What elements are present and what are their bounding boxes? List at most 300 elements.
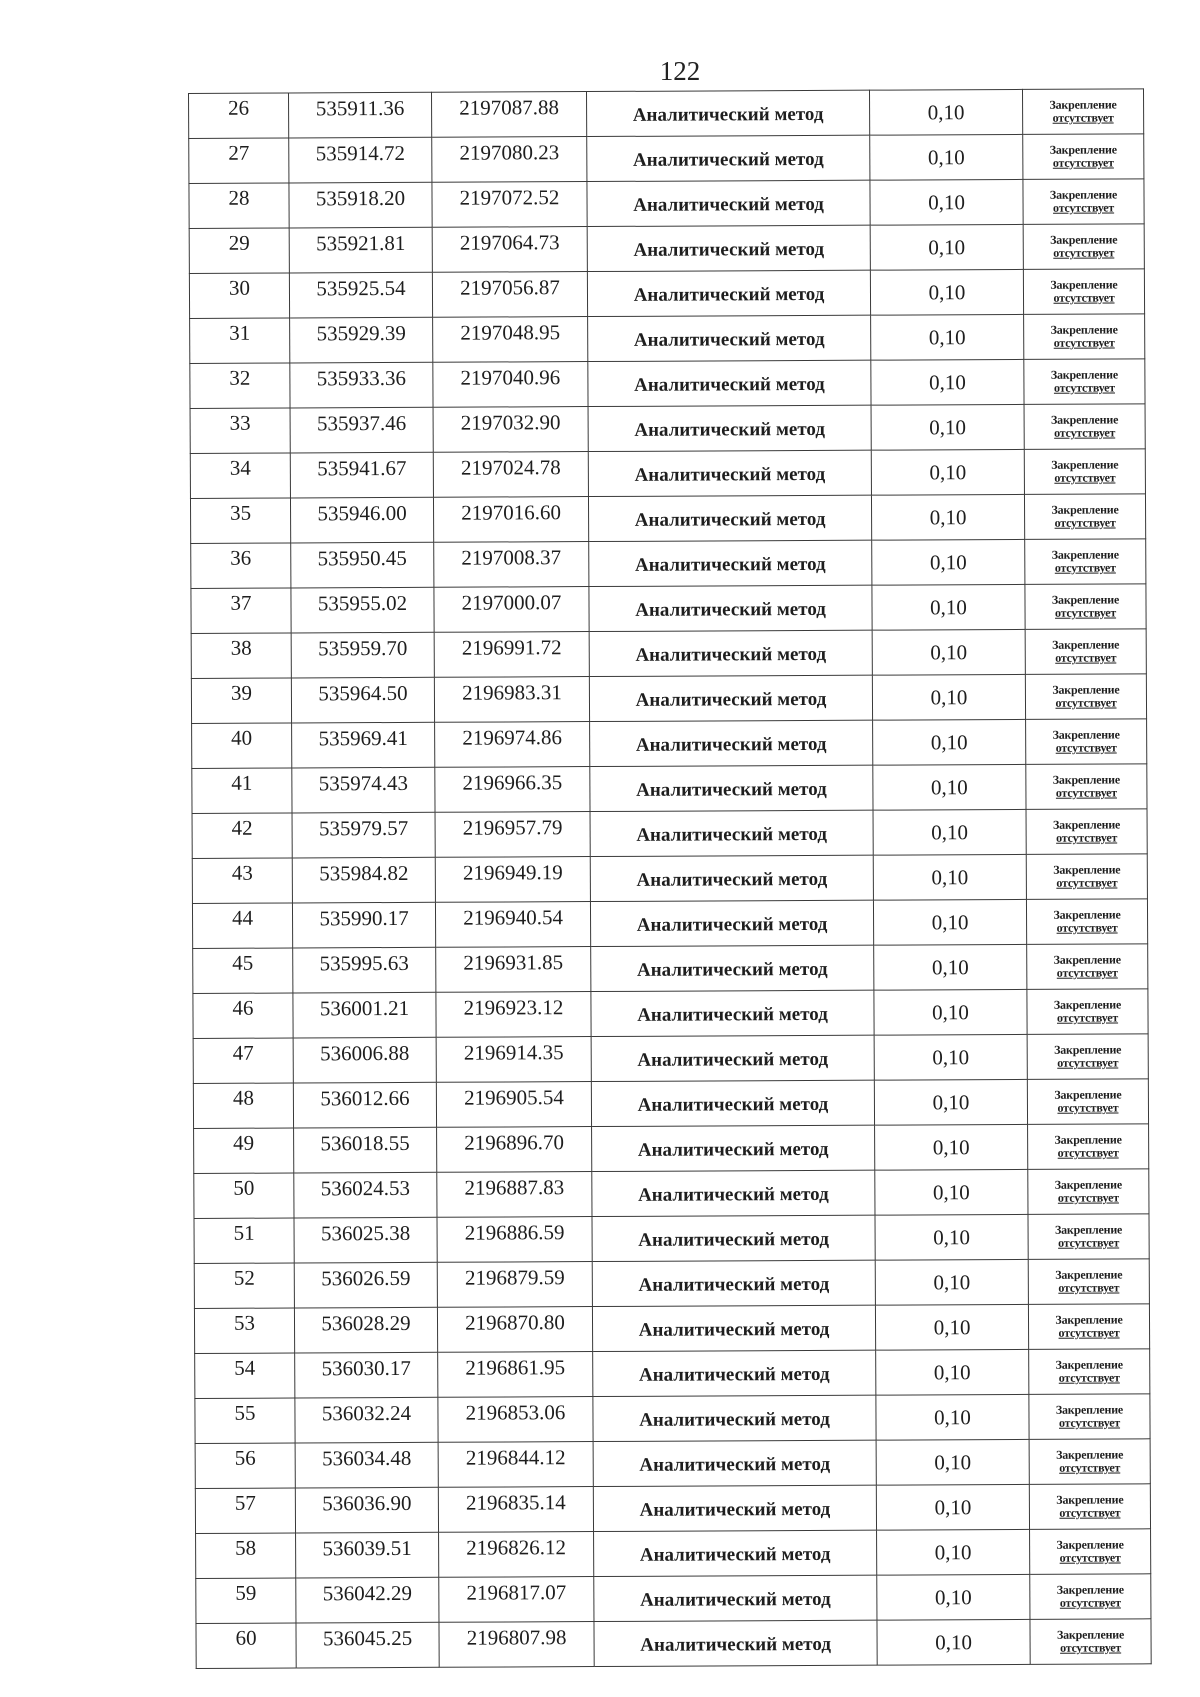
- accuracy-cell: 0,10: [873, 899, 1026, 945]
- accuracy-cell: 0,10: [875, 1259, 1028, 1305]
- table-row: [195, 1349, 1150, 1399]
- fixing-status-cell: [1026, 854, 1147, 900]
- accuracy-cell: 0,10: [871, 449, 1024, 495]
- fixing-status-line-1: Закрепление: [1053, 862, 1121, 877]
- point-number-cell: 39: [191, 678, 291, 723]
- table-row: [190, 314, 1145, 364]
- point-number-cell: 53: [194, 1308, 294, 1353]
- accuracy-cell: 0,10: [872, 584, 1025, 630]
- table-row: [191, 584, 1146, 634]
- accuracy-cell: 0,10: [872, 674, 1025, 720]
- y-coordinate-cell: 2196844.12: [438, 1442, 593, 1488]
- accuracy-cell: 0,10: [873, 854, 1026, 900]
- y-coordinate-cell: 2197048.95: [433, 317, 588, 363]
- fixing-status-line-1: Закрепление: [1052, 772, 1120, 787]
- y-coordinate-cell: 2197000.07: [434, 587, 589, 633]
- accuracy-cell: 0,10: [870, 224, 1023, 270]
- y-coordinate-cell: 2196870.80: [437, 1307, 592, 1353]
- fixing-status-line-2: отсутствует: [1057, 1190, 1119, 1205]
- fixing-status-line-2: отсутствует: [1059, 1505, 1121, 1520]
- coordinates-table-body: [189, 89, 1152, 1669]
- fixing-status-cell: [1028, 1259, 1149, 1305]
- method-cell: Аналитический метод: [588, 405, 871, 451]
- fixing-status-line-2: отсутствует: [1055, 695, 1117, 710]
- accuracy-cell: 0,10: [876, 1439, 1029, 1485]
- y-coordinate-cell: 2196940.54: [435, 902, 590, 948]
- x-coordinate-cell: 536001.21: [293, 992, 436, 1038]
- method-cell: Аналитический метод: [590, 855, 873, 901]
- fixing-status-cell: [1026, 899, 1147, 945]
- fixing-status-cell: [1028, 1124, 1149, 1170]
- point-number-cell: 27: [189, 138, 289, 183]
- method-cell: Аналитический метод: [591, 1035, 874, 1081]
- table-row: [195, 1394, 1150, 1444]
- x-coordinate-cell: 536012.66: [293, 1082, 436, 1128]
- x-coordinate-cell: 536042.29: [296, 1577, 439, 1623]
- fixing-status-cell: [1024, 359, 1145, 405]
- method-cell: Аналитический метод: [586, 90, 869, 136]
- fixing-status-line-1: Закрепление: [1055, 1357, 1123, 1372]
- table-row: [192, 764, 1147, 814]
- fixing-status-line-2: отсутствует: [1057, 1145, 1119, 1160]
- point-number-cell: 33: [190, 408, 290, 453]
- method-cell: Аналитический метод: [594, 1620, 877, 1666]
- fixing-status-line-2: отсутствует: [1053, 245, 1115, 260]
- y-coordinate-cell: 2197056.87: [432, 272, 587, 318]
- method-cell: Аналитический метод: [590, 720, 873, 766]
- fixing-status-cell: [1024, 494, 1145, 540]
- y-coordinate-cell: 2196853.06: [438, 1397, 593, 1443]
- x-coordinate-cell: 535964.50: [291, 677, 434, 723]
- accuracy-cell: 0,10: [873, 719, 1026, 765]
- x-coordinate-cell: 535911.36: [289, 92, 432, 138]
- accuracy-cell: 0,10: [876, 1484, 1029, 1530]
- fixing-status-cell: [1027, 944, 1148, 990]
- fixing-status-cell: [1022, 89, 1143, 135]
- fixing-status-line-1: Закрепление: [1050, 367, 1119, 382]
- x-coordinate-cell: 536018.55: [294, 1127, 437, 1173]
- fixing-status-cell: [1025, 584, 1146, 630]
- fixing-status-line-1: Закрепление: [1049, 97, 1117, 112]
- table-row: [189, 179, 1144, 229]
- fixing-status-line-2: отсутствует: [1052, 110, 1114, 125]
- accuracy-cell: 0,10: [872, 629, 1025, 675]
- fixing-status-line-1: Закрепление: [1051, 457, 1119, 472]
- point-number-cell: 47: [193, 1038, 293, 1083]
- fixing-status-line-2: отсутствует: [1058, 1280, 1120, 1295]
- y-coordinate-cell: 2197040.96: [433, 362, 588, 408]
- point-number-cell: 41: [192, 768, 292, 813]
- fixing-status-line-1: Закрепление: [1052, 637, 1120, 652]
- point-number-cell: 35: [190, 498, 290, 543]
- method-cell: Аналитический метод: [590, 900, 873, 946]
- fixing-status-line-2: отсутствует: [1056, 920, 1118, 935]
- x-coordinate-cell: 535918.20: [289, 182, 432, 228]
- fixing-status-cell: [1030, 1619, 1151, 1665]
- x-coordinate-cell: 536032.24: [295, 1397, 438, 1443]
- y-coordinate-cell: 2196826.12: [439, 1532, 594, 1578]
- point-number-cell: 44: [192, 903, 292, 948]
- fixing-status-line-1: Закрепление: [1051, 592, 1120, 607]
- fixing-status-line-2: отсутствует: [1058, 1370, 1120, 1385]
- fixing-status-cell: [1025, 674, 1146, 720]
- table-row: [195, 1484, 1150, 1534]
- table-row: [193, 1079, 1148, 1129]
- point-number-cell: 29: [189, 228, 289, 273]
- y-coordinate-cell: 2197087.88: [431, 92, 586, 138]
- point-number-cell: 28: [189, 183, 289, 228]
- point-number-cell: 42: [192, 813, 292, 858]
- table-row: [194, 1214, 1149, 1264]
- fixing-status-line-1: Закрепление: [1056, 1627, 1125, 1642]
- fixing-status-line-1: Закрепление: [1054, 1042, 1122, 1057]
- method-cell: Аналитический метод: [588, 315, 871, 361]
- table-row: [196, 1619, 1151, 1669]
- point-number-cell: 57: [195, 1488, 295, 1533]
- y-coordinate-cell: 2196983.31: [434, 677, 589, 723]
- table-row: [192, 854, 1147, 904]
- point-number-cell: 52: [194, 1263, 294, 1308]
- x-coordinate-cell: 536026.59: [294, 1262, 437, 1308]
- y-coordinate-cell: 2196914.35: [436, 1037, 591, 1083]
- x-coordinate-cell: 535925.54: [289, 272, 432, 318]
- method-cell: Аналитический метод: [587, 270, 870, 316]
- method-cell: Аналитический метод: [587, 135, 870, 181]
- x-coordinate-cell: 535974.43: [292, 767, 435, 813]
- x-coordinate-cell: 535933.36: [290, 362, 433, 408]
- method-cell: Аналитический метод: [592, 1215, 875, 1261]
- accuracy-cell: 0,10: [871, 404, 1024, 450]
- point-number-cell: 50: [194, 1173, 294, 1218]
- fixing-status-line-1: Закрепление: [1052, 727, 1120, 742]
- fixing-status-cell: [1024, 449, 1145, 495]
- table-row: [191, 674, 1146, 724]
- fixing-status-cell: [1023, 269, 1144, 315]
- x-coordinate-cell: 535979.57: [292, 812, 435, 858]
- point-number-cell: 38: [191, 633, 291, 678]
- x-coordinate-cell: 535914.72: [289, 137, 432, 183]
- fixing-status-line-1: Закрепление: [1054, 1177, 1122, 1192]
- fixing-status-cell: [1030, 1574, 1151, 1620]
- accuracy-cell: 0,10: [874, 989, 1027, 1035]
- method-cell: Аналитический метод: [590, 810, 873, 856]
- method-cell: Аналитический метод: [594, 1575, 877, 1621]
- fixing-status-cell: [1027, 989, 1148, 1035]
- fixing-status-line-1: Закрепление: [1056, 1447, 1124, 1462]
- method-cell: Аналитический метод: [588, 360, 871, 406]
- fixing-status-line-2: отсутствует: [1058, 1235, 1120, 1250]
- fixing-status-line-1: Закрепление: [1050, 322, 1118, 337]
- fixing-status-line-1: Закрепление: [1054, 1132, 1122, 1147]
- point-number-cell: 36: [191, 543, 291, 588]
- x-coordinate-cell: 535984.82: [292, 857, 435, 903]
- table-row: [194, 1169, 1149, 1219]
- accuracy-cell: 0,10: [871, 359, 1024, 405]
- fixing-status-cell: [1028, 1214, 1149, 1260]
- accuracy-cell: 0,10: [873, 764, 1026, 810]
- method-cell: Аналитический метод: [587, 225, 870, 271]
- table-row: [194, 1124, 1149, 1174]
- fixing-status-line-1: Закрепление: [1053, 952, 1121, 967]
- fixing-status-line-1: Закрепление: [1056, 1492, 1124, 1507]
- fixing-status-line-1: Закрепление: [1055, 1267, 1123, 1282]
- fixing-status-cell: [1029, 1484, 1150, 1530]
- fixing-status-cell: [1025, 629, 1146, 675]
- point-number-cell: 51: [194, 1218, 294, 1263]
- table-row: [190, 494, 1145, 544]
- accuracy-cell: 0,10: [877, 1574, 1030, 1620]
- page-number: 122: [659, 56, 701, 86]
- fixing-status-cell: [1029, 1439, 1150, 1485]
- x-coordinate-cell: 535995.63: [293, 947, 436, 993]
- fixing-status-line-1: Закрепление: [1050, 412, 1119, 427]
- method-cell: Аналитический метод: [589, 585, 872, 631]
- method-cell: Аналитический метод: [591, 1080, 874, 1126]
- method-cell: Аналитический метод: [593, 1395, 876, 1441]
- y-coordinate-cell: 2196886.59: [437, 1217, 592, 1263]
- fixing-status-line-1: Закрепление: [1055, 1402, 1124, 1417]
- table-row: [190, 359, 1145, 409]
- fixing-status-cell: [1023, 179, 1144, 225]
- fixing-status-cell: [1025, 539, 1146, 585]
- y-coordinate-cell: 2197016.60: [433, 497, 588, 543]
- table-row: [196, 1529, 1151, 1579]
- table-row: [195, 1439, 1150, 1489]
- table-row: [194, 1304, 1149, 1354]
- y-coordinate-cell: 2196887.83: [437, 1172, 592, 1218]
- fixing-status-line-1: Закрепление: [1052, 682, 1120, 697]
- fixing-status-line-2: отсутствует: [1058, 1325, 1120, 1340]
- method-cell: Аналитический метод: [592, 1170, 875, 1216]
- method-cell: Аналитический метод: [593, 1440, 876, 1486]
- y-coordinate-cell: 2196957.79: [435, 812, 590, 858]
- accuracy-cell: 0,10: [874, 944, 1027, 990]
- fixing-status-line-2: отсутствует: [1056, 1010, 1119, 1025]
- fixing-status-line-1: Закрепление: [1053, 907, 1121, 922]
- method-cell: Аналитический метод: [593, 1350, 876, 1396]
- fixing-status-cell: [1024, 404, 1145, 450]
- fixing-status-line-2: отсутствует: [1053, 290, 1115, 305]
- table-row: [191, 629, 1146, 679]
- point-number-cell: 45: [193, 948, 293, 993]
- fixing-status-line-2: отсутствует: [1054, 605, 1117, 620]
- fixing-status-line-1: Закрепление: [1056, 1537, 1124, 1552]
- x-coordinate-cell: 535921.81: [289, 227, 432, 273]
- y-coordinate-cell: 2196991.72: [434, 632, 589, 678]
- x-coordinate-cell: 536025.38: [294, 1217, 437, 1263]
- x-coordinate-cell: 536036.90: [295, 1487, 438, 1533]
- method-cell: Аналитический метод: [589, 675, 872, 721]
- fixing-status-cell: [1023, 224, 1144, 270]
- fixing-status-line-2: отсутствует: [1059, 1595, 1121, 1610]
- fixing-status-line-2: отсутствует: [1052, 155, 1114, 170]
- y-coordinate-cell: 2196931.85: [436, 947, 591, 993]
- y-coordinate-cell: 2197072.52: [432, 182, 587, 228]
- point-number-cell: 49: [194, 1128, 294, 1173]
- fixing-status-line-2: отсутствует: [1059, 1460, 1121, 1475]
- fixing-status-line-2: отсутствует: [1059, 1550, 1121, 1565]
- method-cell: Аналитический метод: [591, 945, 874, 991]
- fixing-status-line-2: отсутствует: [1053, 200, 1115, 215]
- fixing-status-line-2: отсутствует: [1056, 875, 1118, 890]
- fixing-status-line-1: Закрепление: [1054, 1222, 1123, 1237]
- fixing-status-cell: [1030, 1529, 1151, 1575]
- table-row: [189, 89, 1144, 139]
- x-coordinate-cell: 535990.17: [292, 902, 435, 948]
- point-number-cell: 58: [196, 1533, 296, 1578]
- coordinates-table-container: [188, 88, 1151, 1669]
- x-coordinate-cell: 535941.67: [290, 452, 433, 498]
- method-cell: Аналитический метод: [589, 540, 872, 586]
- fixing-status-cell: [1026, 764, 1147, 810]
- fixing-status-line-1: Закрепление: [1051, 502, 1119, 517]
- x-coordinate-cell: 535950.45: [291, 542, 434, 588]
- point-number-cell: 40: [192, 723, 292, 768]
- method-cell: Аналитический метод: [592, 1125, 875, 1171]
- x-coordinate-cell: 535929.39: [290, 317, 433, 363]
- point-number-cell: 60: [196, 1623, 296, 1668]
- accuracy-cell: 0,10: [871, 314, 1024, 360]
- y-coordinate-cell: 2196817.07: [439, 1577, 594, 1623]
- y-coordinate-cell: 2197024.78: [433, 452, 588, 498]
- fixing-status-line-1: Закрепление: [1050, 277, 1118, 292]
- accuracy-cell: 0,10: [874, 1079, 1027, 1125]
- point-number-cell: 30: [189, 273, 289, 318]
- table-row: [193, 1034, 1148, 1084]
- fixing-status-cell: [1026, 719, 1147, 765]
- x-coordinate-cell: 536030.17: [295, 1352, 438, 1398]
- accuracy-cell: 0,10: [877, 1619, 1030, 1665]
- y-coordinate-cell: 2196896.70: [437, 1127, 592, 1173]
- point-number-cell: 59: [196, 1578, 296, 1623]
- table-row: [191, 539, 1146, 589]
- x-coordinate-cell: 536039.51: [296, 1532, 439, 1578]
- x-coordinate-cell: 536028.29: [294, 1307, 437, 1353]
- accuracy-cell: 0,10: [875, 1214, 1028, 1260]
- y-coordinate-cell: 2196923.12: [436, 992, 591, 1038]
- method-cell: Аналитический метод: [590, 765, 873, 811]
- fixing-status-line-2: отсутствует: [1055, 650, 1117, 665]
- method-cell: Аналитический метод: [588, 495, 871, 541]
- fixing-status-line-2: отсутствует: [1055, 785, 1117, 800]
- fixing-status-cell: [1027, 1034, 1148, 1080]
- table-row: [189, 134, 1144, 184]
- fixing-status-cell: [1027, 1079, 1148, 1125]
- accuracy-cell: 0,10: [871, 494, 1024, 540]
- accuracy-cell: 0,10: [874, 1034, 1027, 1080]
- fixing-status-cell: [1024, 314, 1145, 360]
- coordinates-table: [188, 88, 1152, 1669]
- accuracy-cell: 0,10: [877, 1529, 1030, 1575]
- table-row: [190, 404, 1145, 454]
- accuracy-cell: 0,10: [870, 134, 1023, 180]
- point-number-cell: 46: [193, 993, 293, 1038]
- fixing-status-line-2: отсутствует: [1054, 560, 1116, 575]
- point-number-cell: 34: [190, 453, 290, 498]
- table-row: [189, 269, 1144, 319]
- x-coordinate-cell: 535969.41: [292, 722, 435, 768]
- accuracy-cell: 0,10: [876, 1394, 1029, 1440]
- fixing-status-line-1: Закрепление: [1052, 817, 1121, 832]
- x-coordinate-cell: 536024.53: [294, 1172, 437, 1218]
- fixing-status-cell: [1029, 1394, 1150, 1440]
- y-coordinate-cell: 2196966.35: [435, 767, 590, 813]
- fixing-status-cell: [1028, 1169, 1149, 1215]
- point-number-cell: 37: [191, 588, 291, 633]
- fixing-status-line-1: Закрепление: [1049, 142, 1117, 157]
- table-row: [189, 224, 1144, 274]
- fixing-status-line-2: отсутствует: [1060, 1640, 1122, 1655]
- table-row: [194, 1259, 1149, 1309]
- fixing-status-cell: [1023, 134, 1144, 180]
- y-coordinate-cell: 2196949.19: [435, 857, 590, 903]
- accuracy-cell: 0,10: [869, 89, 1022, 135]
- method-cell: Аналитический метод: [592, 1260, 875, 1306]
- x-coordinate-cell: 536034.48: [295, 1442, 438, 1488]
- fixing-status-line-2: отсутствует: [1054, 425, 1116, 440]
- y-coordinate-cell: 2196879.59: [437, 1262, 592, 1308]
- x-coordinate-cell: 536006.88: [293, 1037, 436, 1083]
- table-row: [192, 809, 1147, 859]
- fixing-status-line-2: отсутствует: [1056, 830, 1118, 845]
- x-coordinate-cell: 535946.00: [290, 497, 433, 543]
- fixing-status-line-2: отсутствует: [1054, 515, 1116, 530]
- accuracy-cell: 0,10: [872, 539, 1025, 585]
- fixing-status-line-2: отсутствует: [1057, 1055, 1119, 1070]
- y-coordinate-cell: 2196835.14: [438, 1487, 593, 1533]
- point-number-cell: 54: [195, 1353, 295, 1398]
- method-cell: Аналитический метод: [587, 180, 870, 226]
- fixing-status-line-1: Закрепление: [1053, 997, 1122, 1012]
- fixing-status-line-2: отсутствует: [1053, 335, 1115, 350]
- point-number-cell: 55: [195, 1398, 295, 1443]
- x-coordinate-cell: 535959.70: [291, 632, 434, 678]
- accuracy-cell: 0,10: [875, 1304, 1028, 1350]
- x-coordinate-cell: 535955.02: [291, 587, 434, 633]
- table-row: [193, 989, 1148, 1039]
- x-coordinate-cell: 535937.46: [290, 407, 433, 453]
- fixing-status-line-2: отсутствует: [1055, 740, 1117, 755]
- fixing-status-cell: [1026, 809, 1147, 855]
- table-row: [196, 1574, 1151, 1624]
- accuracy-cell: 0,10: [876, 1349, 1029, 1395]
- table-row: [192, 899, 1147, 949]
- y-coordinate-cell: 2196974.86: [435, 722, 590, 768]
- method-cell: Аналитический метод: [591, 990, 874, 1036]
- y-coordinate-cell: 2197032.90: [433, 407, 588, 453]
- fixing-status-line-2: отсутствует: [1057, 1100, 1119, 1115]
- table-row: [193, 944, 1148, 994]
- method-cell: Аналитический метод: [594, 1530, 877, 1576]
- fixing-status-line-1: Закрепление: [1055, 1312, 1123, 1327]
- table-row: [190, 449, 1145, 499]
- point-number-cell: 31: [190, 318, 290, 363]
- method-cell: Аналитический метод: [588, 450, 871, 496]
- point-number-cell: 48: [193, 1083, 293, 1128]
- fixing-status-line-2: отсутствует: [1054, 470, 1116, 485]
- fixing-status-line-1: Закрепление: [1056, 1582, 1124, 1597]
- fixing-status-line-2: отсутствует: [1053, 380, 1115, 395]
- fixing-status-line-2: отсутствует: [1058, 1415, 1121, 1430]
- accuracy-cell: 0,10: [873, 809, 1026, 855]
- y-coordinate-cell: 2197080.23: [432, 137, 587, 183]
- y-coordinate-cell: 2197064.73: [432, 227, 587, 273]
- y-coordinate-cell: 2196807.98: [439, 1622, 594, 1668]
- fixing-status-line-1: Закрепление: [1051, 547, 1119, 562]
- point-number-cell: 56: [195, 1443, 295, 1488]
- y-coordinate-cell: 2197008.37: [434, 542, 589, 588]
- y-coordinate-cell: 2196905.54: [436, 1082, 591, 1128]
